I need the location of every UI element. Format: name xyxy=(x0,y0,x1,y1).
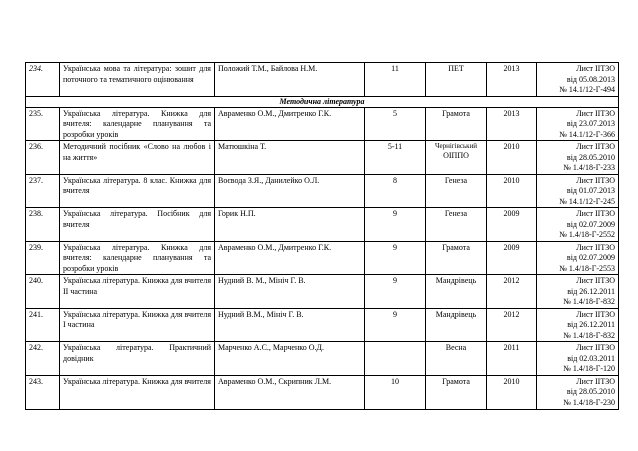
letter-line: № 1.4/18-Г-2552 xyxy=(559,230,615,239)
letter-line: № 14.1/12-Г-494 xyxy=(559,85,615,94)
row-number: 242. xyxy=(26,342,60,376)
row-number: 243. xyxy=(26,375,60,409)
book-title: Українська література. Книжка для вчителя ІІ частина xyxy=(60,275,215,309)
table-row xyxy=(26,375,619,409)
book-grade xyxy=(365,342,426,376)
book-year: 2011 xyxy=(487,342,537,376)
approval-letter xyxy=(537,107,619,141)
book-year: 2010 xyxy=(487,174,537,208)
book-year: 2013 xyxy=(487,107,537,141)
book-title: Українська література. Книжка для вчителя: календарне планування та розробки уроків xyxy=(60,241,215,275)
book-publisher xyxy=(426,141,487,175)
book-grade: 9 xyxy=(365,308,426,342)
publisher-line: Грамота xyxy=(442,376,470,386)
publisher-line: Весна xyxy=(445,343,467,352)
table-row xyxy=(26,308,619,342)
approval-letter xyxy=(537,275,619,309)
publisher-line: Мандрівець xyxy=(435,309,477,319)
letter-line: № 1.4/18-Г-832 xyxy=(563,297,615,306)
table-row xyxy=(26,63,619,97)
book-authors: Положий Т.М., Байлова Н.М. xyxy=(215,63,365,97)
book-authors: Горик Н.П. xyxy=(215,208,365,242)
letter-line: від 23.07.2013 xyxy=(566,119,615,128)
book-year: 2010 xyxy=(487,375,537,409)
literature-table xyxy=(25,62,619,410)
approval-letter xyxy=(537,208,619,242)
book-authors: Авраменко О.М., Дмитренко Г.К. xyxy=(215,241,365,275)
book-title: Українська література. 8 клас. Книжка для вчителя xyxy=(60,174,215,208)
row-number: 234. xyxy=(26,63,60,97)
book-publisher xyxy=(426,342,487,376)
letter-line: Лист ІІТЗО xyxy=(576,64,615,73)
publisher-line: Мандрівець xyxy=(435,276,477,285)
book-grade: 9 xyxy=(365,275,426,309)
book-publisher xyxy=(426,107,487,141)
approval-letter xyxy=(537,141,619,175)
book-year: 2009 xyxy=(487,208,537,242)
table-row xyxy=(26,141,619,175)
book-authors: Авраменко О.М., Дмитренко Г.К. xyxy=(215,107,365,141)
book-year: 2013 xyxy=(487,63,537,97)
book-grade: 9 xyxy=(365,208,426,242)
approval-letter xyxy=(537,342,619,376)
book-year: 2012 xyxy=(487,275,537,309)
table-row xyxy=(26,208,619,242)
letter-line: Лист ІІТЗО xyxy=(576,242,615,252)
letter-line: від 26.12.2011 xyxy=(567,286,615,296)
row-number: 241. xyxy=(26,308,60,342)
letter-line: від 02.07.2009 xyxy=(566,219,615,229)
approval-letter xyxy=(537,63,619,97)
letter-line: Лист ІІТЗО xyxy=(576,309,615,319)
table-row xyxy=(26,275,619,309)
book-publisher xyxy=(426,275,487,309)
letter-line: № 1.4/18-Г-230 xyxy=(563,397,615,407)
letter-line: від 01.07.2013 xyxy=(566,186,615,195)
section-row xyxy=(26,96,619,107)
letter-line: від 02.03.2011 xyxy=(567,353,615,363)
book-authors: Нудний В. М., Мініч Г. В. xyxy=(215,275,365,309)
row-number: 240. xyxy=(26,275,60,309)
book-title: Українська література. Книжка для вчителя: календарне планування та розробки уроків xyxy=(60,107,215,141)
table-row xyxy=(26,174,619,208)
row-number: 239. xyxy=(26,241,60,275)
book-publisher xyxy=(426,208,487,242)
publisher-line: ОІППО xyxy=(443,151,469,160)
book-publisher xyxy=(426,375,487,409)
letter-line: № 14.1/12-Г-245 xyxy=(559,196,615,206)
letter-line: від 28.05.2010 xyxy=(566,152,615,162)
book-grade: 9 xyxy=(365,241,426,275)
book-publisher xyxy=(426,241,487,275)
approval-letter xyxy=(537,174,619,208)
letter-line: Лист ІІТЗО xyxy=(576,376,615,386)
section-title: Методична література xyxy=(26,96,619,107)
book-publisher xyxy=(426,308,487,342)
book-grade: 11 xyxy=(365,63,426,97)
letter-line: Лист ІІТЗО xyxy=(576,142,615,151)
letter-line: Лист ІІТЗО xyxy=(576,343,615,352)
publisher-line: Грамота xyxy=(442,242,470,252)
table-row xyxy=(26,342,619,376)
row-number: 235. xyxy=(26,107,60,141)
book-title: Українська література. Практичний довідник xyxy=(60,342,215,376)
book-authors: Матюшкіна Т. xyxy=(215,141,365,175)
letter-line: № 1.4/18-Г-120 xyxy=(563,364,615,373)
row-number: 236. xyxy=(26,141,60,175)
letter-line: від 05.08.2013 xyxy=(566,74,615,84)
book-title: Українська література. Книжка для вчителя xyxy=(60,375,215,409)
approval-letter xyxy=(537,241,619,275)
book-title: Українська література. Посібник для вчителя xyxy=(60,208,215,242)
letter-line: № 14.1/12-Г-366 xyxy=(559,129,615,139)
letter-line: від 28.05.2010 xyxy=(566,387,615,396)
book-publisher xyxy=(426,174,487,208)
row-number: 238. xyxy=(26,208,60,242)
letter-line: Лист ІІТЗО xyxy=(576,175,615,185)
publisher-line: Генеза xyxy=(444,175,468,185)
letter-line: № 1.4/18-Г-2553 xyxy=(559,263,615,273)
approval-letter xyxy=(537,308,619,342)
letter-line: Лист ІІТЗО xyxy=(576,276,615,285)
book-grade: 10 xyxy=(365,375,426,409)
book-publisher: ПЕТ xyxy=(426,63,487,97)
book-authors: Нудний В.М., Мініч Г. В. xyxy=(215,308,365,342)
book-title: Українська мова та література: зошит для поточного та тематичного оцінювання xyxy=(60,63,215,97)
publisher-line: Генеза xyxy=(444,209,468,218)
book-title: Методичний посібник «Слово на любов і на життя» xyxy=(60,141,215,175)
book-grade: 8 xyxy=(365,174,426,208)
table-row xyxy=(26,107,619,141)
book-authors: Марченко А.С., Марченко О.Д. xyxy=(215,342,365,376)
table-row xyxy=(26,241,619,275)
book-year: 2009 xyxy=(487,241,537,275)
book-grade: 5 xyxy=(365,107,426,141)
row-number: 237. xyxy=(26,174,60,208)
publisher-line: Чернігівський xyxy=(434,142,478,150)
approval-letter xyxy=(537,375,619,409)
book-authors: Воєвода З.Я., Данилейко О.Л. xyxy=(215,174,365,208)
book-year: 2010 xyxy=(487,141,537,175)
book-authors: Авраменко О.М., Скрипник Л.М. xyxy=(215,375,365,409)
publisher-line: Грамота xyxy=(442,108,470,118)
letter-line: № 1.4/18-Г-832 xyxy=(563,330,615,340)
letter-line: від 26.12.2011 xyxy=(567,320,615,329)
book-year: 2012 xyxy=(487,308,537,342)
letter-line: Лист ІІТЗО xyxy=(576,108,615,118)
letter-line: від 02.07.2009 xyxy=(566,253,615,262)
letter-line: № 1.4/18-Г-233 xyxy=(563,163,615,172)
book-title: Українська література. Книжка для вчителя І частина xyxy=(60,308,215,342)
letter-line: Лист ІІТЗО xyxy=(576,209,615,218)
book-grade: 5-11 xyxy=(365,141,426,175)
